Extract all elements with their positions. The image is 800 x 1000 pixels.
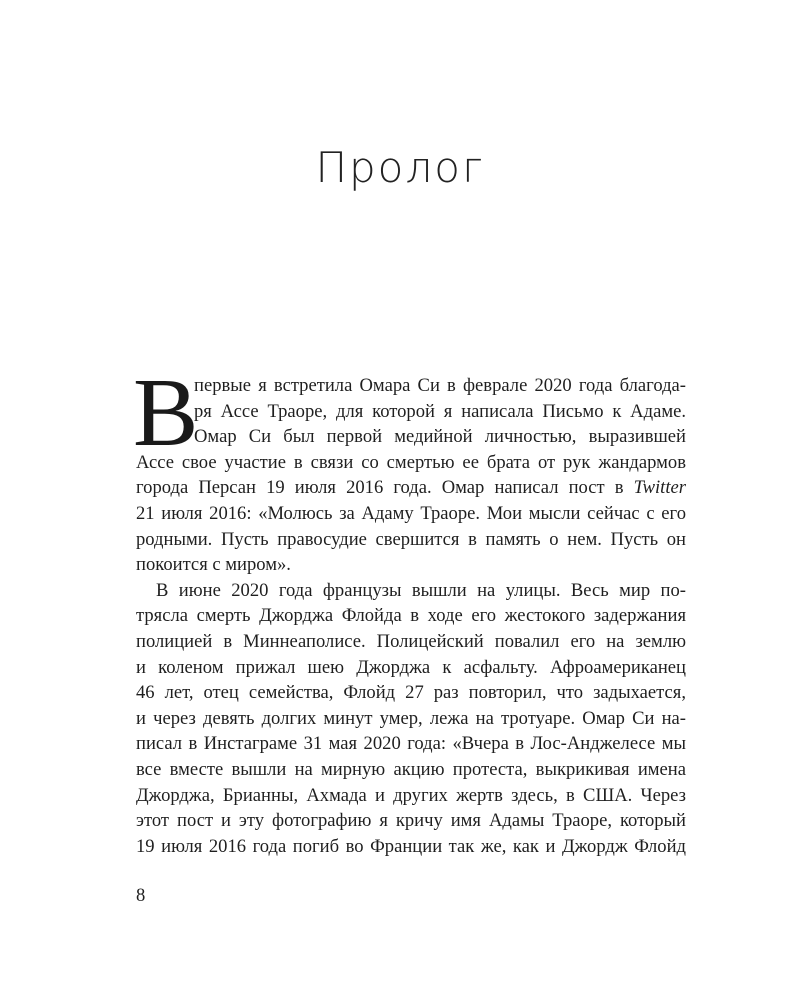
text-line: 46 лет, отец семейства, Флойд 27 раз повторил, что задыхается, [136, 682, 686, 704]
text-line: полицией в Миннеаполисе. Полицейский повалил его на землю [136, 630, 686, 652]
text-line: первые я встретила Омара Си в феврале 2020 года благода- [194, 375, 686, 396]
text-line: и коленом прижал шею Джорджа к асфальту. Афроамериканец [136, 656, 686, 678]
text-line: Ассе свое участие в связи со смертью ее брата от рук жандармов [136, 451, 686, 473]
text-line-part: города Персан 19 июля 2016 года. Омар написал пост в [136, 477, 624, 499]
text-line: трясла смерть Джорджа Флойда в ходе его жестокого задержания [136, 605, 686, 627]
text-line: Омар Си был первой медийной личностью, выразившей [194, 426, 686, 448]
text-line: все вместе вышли на мирную акцию протеста, выкрикивая имена [136, 758, 686, 780]
text-line: В июне 2020 года французы вышли на улицы. Весь мир по- [156, 579, 686, 601]
text-line: этот пост и эту фотографию я кричу имя Адамы Траоре, который [136, 810, 686, 832]
page-number: 8 [136, 885, 146, 906]
text-line: 19 июля 2016 года погиб во Франции так же, как и Джордж Флойд [136, 835, 686, 857]
chapter-title: Пролог [315, 143, 485, 192]
text-line: и через девять долгих минут умер, лежа на тротуаре. Омар Си на- [136, 707, 686, 729]
italic-word: Twitter [633, 477, 686, 499]
text-line [136, 475, 686, 501]
body-text [133, 359, 686, 859]
text-line: родными. Пусть правосудие свершится в память о нем. Пусть он [136, 528, 686, 550]
text-line: покоится с миром». [136, 554, 291, 576]
text-line: Джорджа, Брианны, Ахмада и других жертв здесь, в США. Через [136, 784, 686, 806]
text-line: ря Ассе Траоре, для которой я написала Письмо к Адаме. [194, 400, 686, 422]
text-line: писал в Инстаграме 31 мая 2020 года: «Вчера в Лос-Анджелесе мы [136, 733, 686, 755]
drop-cap: В [133, 359, 199, 467]
text-line: 21 июля 2016: «Молюсь за Адаму Траоре. Мои мысли сейчас с его [136, 502, 686, 524]
